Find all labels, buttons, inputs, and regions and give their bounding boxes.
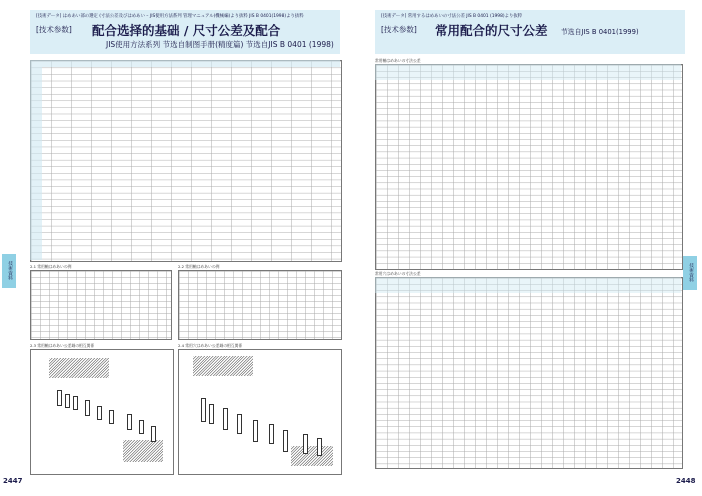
- right-page-title: 常用配合的尺寸公差: [435, 23, 548, 38]
- right-tag: [技术参数]: [381, 25, 417, 34]
- left-page-title: 配合选择的基础 / 尺寸公差及配合: [92, 23, 281, 38]
- right-subtitle: 节选自JIS B 0401(1999): [561, 28, 639, 36]
- right-source-line: [技術データ] 常用するはめあいの寸法公差 JIS B 0401 (1998)より抜粋: [381, 14, 523, 19]
- right-page-number: 2448: [676, 477, 696, 485]
- hole-tolerance-zone-chart: [178, 349, 342, 475]
- hole-table-header-band: [375, 277, 681, 293]
- caption-hole-tolerance-zones: 2.4 常用穴はめあい公差域の相互関係: [178, 343, 243, 348]
- left-subtitle: JIS使用方法系列 节选自制图手册(精度篇) 节选自JIS B 0401 (1998): [106, 40, 334, 49]
- shaft-fits-table: [30, 270, 172, 340]
- left-tag: [技术参数]: [36, 25, 72, 34]
- fit-selection-table: [30, 60, 342, 262]
- caption-hole-fit-tolerances: 常用穴はめあいの寸法公差: [375, 271, 421, 276]
- shaft-table-header-band: [375, 64, 681, 80]
- shaft-fit-tolerance-table: [375, 64, 683, 270]
- left-page-number: 2447: [3, 477, 23, 485]
- caption-hole-fits: 2.2 常用軸はめあいの例: [178, 264, 220, 269]
- caption-shaft-fits: 2.1 常用軸はめあいの例: [30, 264, 72, 269]
- caption-shaft-tolerance-zones: 2.3 常用軸はめあい公差域の相互関係: [30, 343, 95, 348]
- right-side-tab: 技術資料: [683, 256, 697, 290]
- left-header: [30, 10, 340, 54]
- caption-shaft-fit-tolerances: 常用軸はめあいの寸法公差: [375, 58, 421, 63]
- hole-fit-tolerance-table: [375, 277, 683, 469]
- right-page: [351, 0, 702, 496]
- left-side-tab: 技術資料: [2, 254, 16, 288]
- shaft-tolerance-zone-chart: [30, 349, 174, 475]
- hole-fits-table: [178, 270, 342, 340]
- table-header-band: [30, 60, 340, 67]
- right-header: [375, 10, 685, 54]
- table-left-column: [30, 67, 42, 260]
- left-source-line: [技術データ] はめあい部の選定 (寸法公差及びはめあい – JIS使用方法系列 管理マニュアル(機械編)より抜粋 JIS B 0401(1998)より抜粋: [36, 14, 304, 19]
